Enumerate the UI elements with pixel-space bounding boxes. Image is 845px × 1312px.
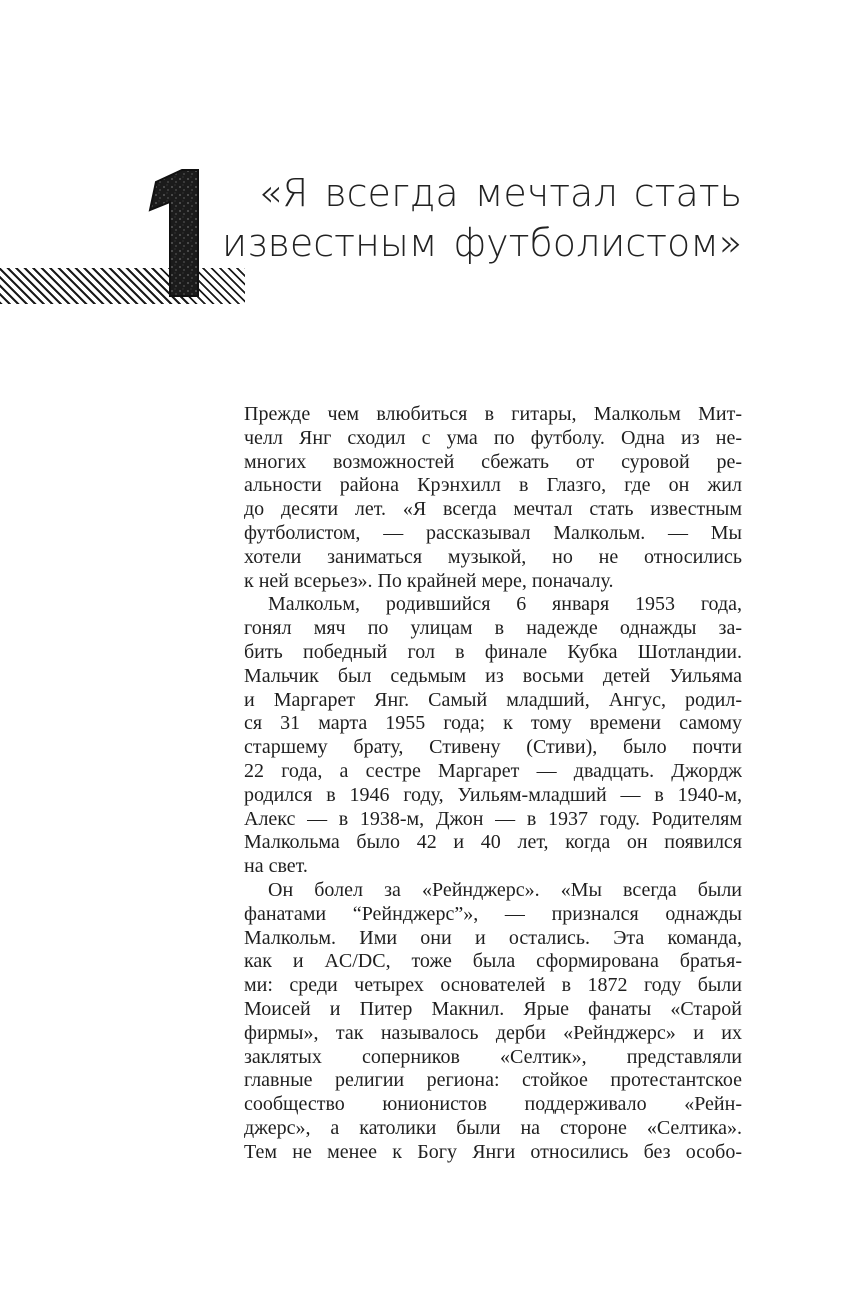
- text-line: 22 года, а сестре Маргарет — двадцать. Джордж: [244, 759, 742, 782]
- text-line: ми: среди четырех основателей в 1872 году были: [244, 974, 742, 997]
- text-line: Тем не менее к Богу Янги относились без особо-: [244, 1140, 742, 1163]
- text-line: Алекс — в 1938-м, Джон — в 1937 году. Родителям: [244, 807, 742, 830]
- text-line: на свет.: [244, 855, 308, 878]
- text-line: футболистом, — рассказывал Малкольм. — Мы: [244, 521, 742, 544]
- text-line: джерс», а католики были на стороне «Селтика».: [244, 1116, 742, 1139]
- text-line: сообщество юнионистов поддерживало «Рейн-: [244, 1093, 742, 1116]
- text-line: фанатами “Рейнджерс”», — признался однажды: [244, 902, 742, 925]
- chapter-title-line: «Я всегда мечтал стать: [258, 171, 742, 215]
- text-line: заклятых соперников «Селтик», представляли: [244, 1045, 742, 1068]
- text-line: и Маргарет Янг. Самый младший, Ангус, родил-: [244, 688, 742, 711]
- text-line: ся 31 марта 1955 года; к тому времени самому: [244, 712, 742, 735]
- text-line: к ней всерьез». По крайней мере, поначалу.: [244, 569, 614, 592]
- chapter-title-line: известным футболистом»: [222, 221, 743, 265]
- body-text: [244, 403, 742, 1165]
- text-line: Малкольм, родившийся 6 января 1953 года,: [268, 593, 742, 616]
- text-line: хотели заниматься музыкой, но не относились: [244, 545, 742, 568]
- text-line: Он болел за «Рейнджерс». «Мы всегда были: [268, 878, 742, 901]
- chapter-number: 1: [184, 288, 185, 289]
- text-line: старшему брату, Стивену (Стиви), было почти: [244, 736, 742, 759]
- text-line: до десяти лет. «Я всегда мечтал стать известным: [244, 498, 742, 521]
- chapter-number-glyph: [138, 168, 206, 298]
- text-line: родился в 1946 году, Уильям-младший — в 1940-м,: [244, 783, 742, 806]
- text-line: гонял мяч по улицам в надежде однажды за-: [244, 617, 742, 640]
- paragraph-3: [244, 879, 742, 1165]
- chapter-title: [222, 168, 742, 268]
- text-line: Прежде чем влюбиться в гитары, Малкольм Мит-: [244, 403, 742, 425]
- text-line: бить победный гол в финале Кубка Шотландии.: [244, 640, 742, 663]
- text-line: Малкольм. Ими они и остались. Эта команда,: [244, 926, 742, 949]
- hatched-band-decoration: [0, 268, 245, 304]
- text-line: как и AC/DC, тоже была сформирована братья-: [244, 950, 742, 973]
- text-line: альности района Крэнхилл в Глазго, где он жил: [244, 474, 742, 497]
- paragraph-1: [244, 403, 742, 593]
- text-line: главные религии региона: стойкое протестантское: [244, 1069, 742, 1092]
- text-line: многих возможностей сбежать от суровой ре-: [244, 450, 742, 473]
- text-line: Малкольма было 42 и 40 лет, когда он появился: [244, 831, 742, 854]
- text-line: челл Янг сходил с ума по футболу. Одна из не-: [244, 426, 742, 449]
- text-line: фирмы», так называлось дерби «Рейнджерс» и их: [244, 1021, 742, 1044]
- text-line: Моисей и Питер Макнил. Ярые фанаты «Старой: [244, 997, 742, 1020]
- paragraph-2: [244, 593, 742, 879]
- text-line: Мальчик был седьмым из восьми детей Уильяма: [244, 664, 742, 687]
